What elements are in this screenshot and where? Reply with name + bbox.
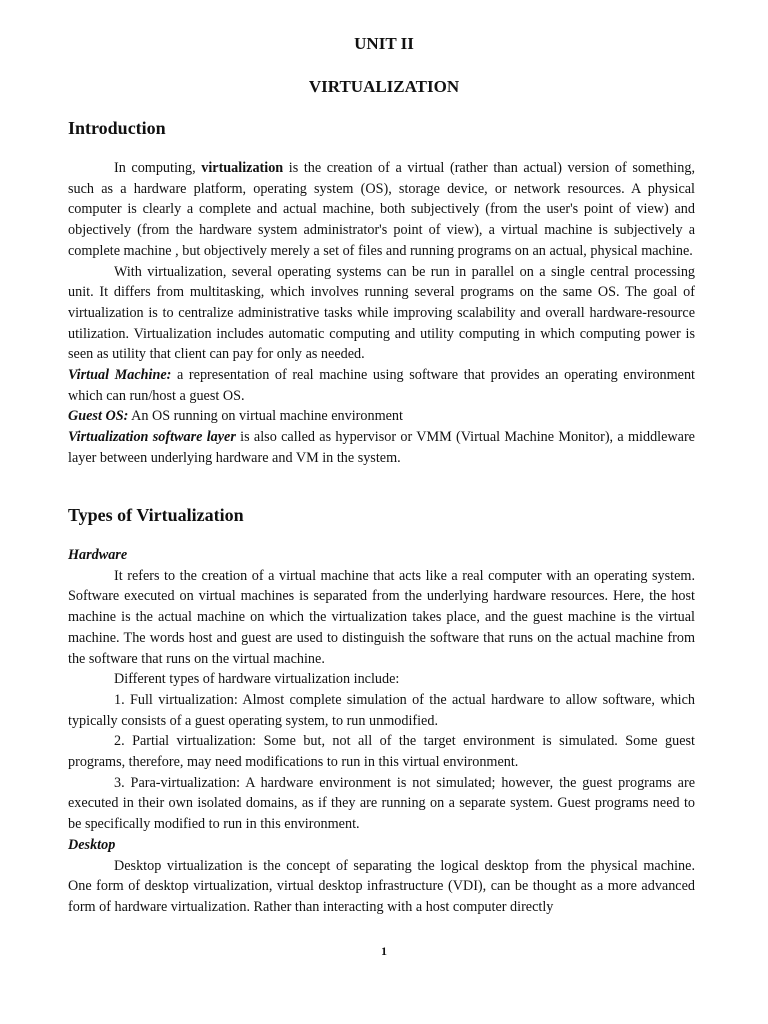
introduction-section bbox=[68, 158, 695, 469]
virtualization-term: virtualization bbox=[201, 160, 284, 176]
definition-guest-os bbox=[68, 406, 695, 427]
types-section bbox=[68, 545, 695, 918]
page-title: VIRTUALIZATION bbox=[308, 77, 460, 96]
definition-virtual-machine bbox=[68, 365, 695, 406]
intro-paragraph-1 bbox=[68, 158, 695, 262]
page-number: 1 bbox=[381, 944, 387, 958]
definition-text: a representation of real machine using software that provides an operating environment which can run/host a guest OS. bbox=[68, 367, 695, 404]
definition-text: An OS running on virtual machine environment bbox=[128, 408, 403, 425]
definition-text: is also called as hypervisor or VMM (Virtual Machine Monitor), a middleware layer between underlying hardware and VM in the system. bbox=[68, 429, 695, 466]
desktop-subheading: Desktop bbox=[68, 836, 116, 853]
definition-term: Virtualization software layer bbox=[68, 429, 236, 446]
list-item: 2. Partial virtualization: Some but, not all of the target environment is simulated. Some guest programs, therefore, may need modifications to run in this virtual environment. bbox=[68, 733, 695, 771]
unit-label: UNIT II bbox=[354, 34, 414, 53]
definition-term: Virtual Machine: bbox=[68, 367, 172, 384]
intro-p1-pre: In computing, bbox=[114, 160, 202, 176]
list-item: 3. Para-virtualization: A hardware environment is not simulated; however, the guest programs are executed in their own isolated domains, as if they are running on a separate system. Guest programs need to be specifically modified to run in this environment. bbox=[68, 774, 695, 833]
hardware-subheading: Hardware bbox=[68, 547, 128, 563]
definition-term: Guest OS: bbox=[68, 408, 129, 425]
intro-paragraph-2: With virtualization, several operating systems can be run in parallel on a single central processing unit. It differs from multitasking, which involves running several programs on the same OS. The goal of virtualization is to centralize administrative tasks while improving scalability and overall hardware-resource utilization. Virtualization includes automatic computing and utility computing in which computing power is seen as utility that client can pay for only as needed. bbox=[68, 263, 695, 363]
hardware-paragraph-2: Different types of hardware virtualization include: bbox=[114, 671, 400, 688]
definition-software-layer bbox=[68, 427, 695, 468]
hardware-paragraph-1: It refers to the creation of a virtual machine that acts like a real computer with an operating system. Software executed on virtual machines is separated from the underlying hardware resources. Here, the host machine is the actual machine on which the virtualization takes place, and the guest machine is the virtual machine. The words host and guest are used to distinguish the software that runs on the actual machine from the software that runs on the virtual machine. bbox=[68, 567, 695, 667]
types-heading: Types of Virtualization bbox=[68, 505, 244, 525]
desktop-paragraph-1: Desktop virtualization is the concept of separating the logical desktop from the physical machine. One form of desktop virtualization, virtual desktop infrastructure (VDI), can be thought as a more advanced form of hardware virtualization. Rather than interacting with a host computer directly bbox=[68, 857, 695, 915]
introduction-heading: Introduction bbox=[68, 118, 166, 138]
intro-p1-post: is the creation of a virtual (rather than actual) version of something, such as a hardware platform, operating system (OS), storage device, or network resources. A physical computer is clearly a complete and actual machine, both subjectively (from the user's point of view) and objectively (from the hardware system administrator's point of view), a virtual machine is subjectively a complete machine , but objectively merely a set of files and running programs on an actual, physical machine. bbox=[68, 160, 695, 259]
list-item: 1. Full virtualization: Almost complete simulation of the actual hardware to allow software, which typically consists of a guest operating system, to run unmodified. bbox=[68, 691, 695, 729]
